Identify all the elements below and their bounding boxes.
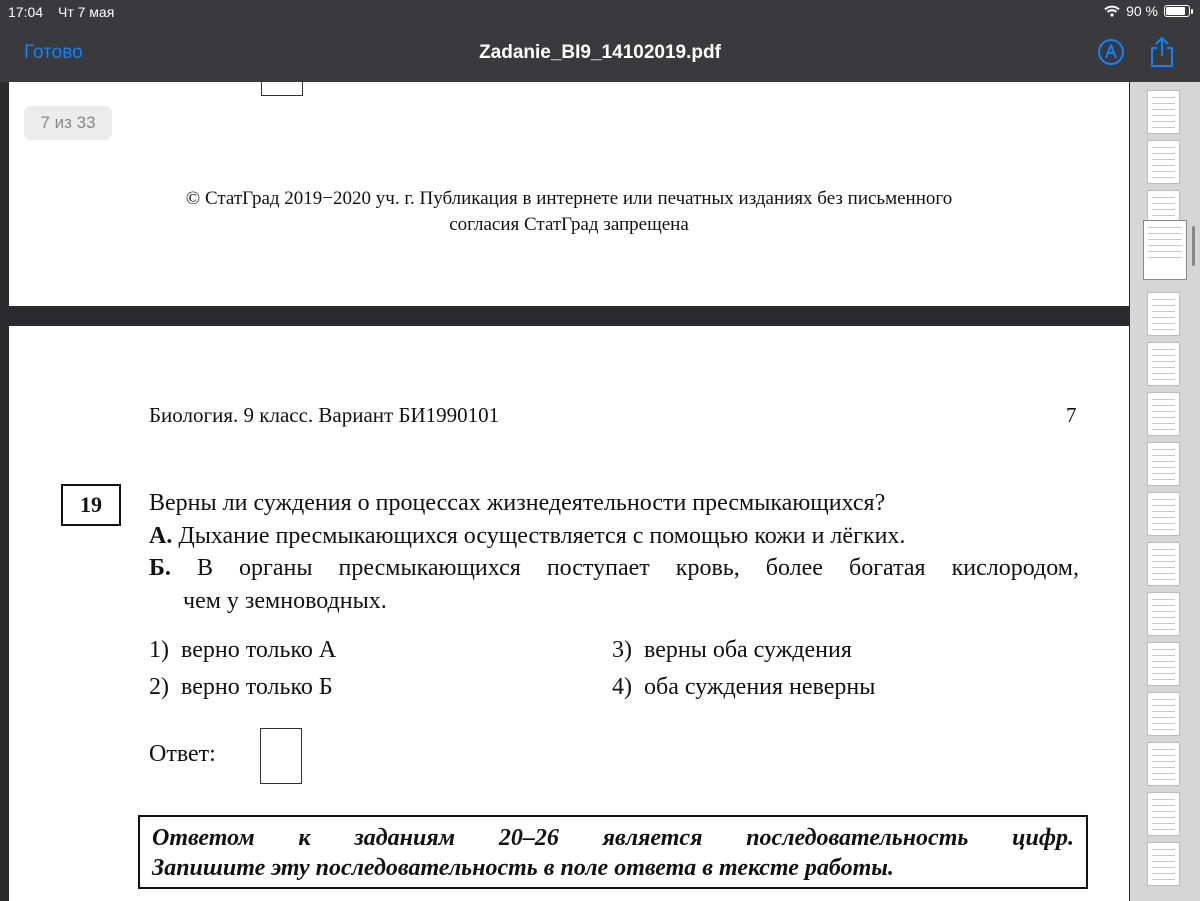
pdf-page-7 <box>9 326 1129 901</box>
toolbar <box>0 0 1200 82</box>
page-thumbnail[interactable] <box>1147 492 1180 536</box>
page-thumbnail[interactable] <box>1147 792 1180 836</box>
page-thumbnail[interactable] <box>1147 742 1180 786</box>
page-thumbnail[interactable] <box>1147 292 1180 336</box>
page-thumbnail[interactable] <box>1147 392 1180 436</box>
page-thumbnail[interactable] <box>1147 542 1180 586</box>
option-text: верны оба суждения <box>644 637 852 663</box>
option-4 <box>612 674 875 701</box>
battery-icon <box>1164 5 1190 17</box>
answer-label: Ответ: <box>149 741 216 767</box>
page-thumbnail[interactable] <box>1147 842 1180 886</box>
copyright-line: © СтатГрад 2019−2020 уч. г. Публикация в интернете или печатных изданиях без письменного <box>185 188 953 209</box>
page-thumbnail-strip[interactable] <box>1130 82 1200 901</box>
option-2 <box>149 674 333 701</box>
option-text: оба суждения неверны <box>644 674 876 700</box>
instruction-line: Ответом к заданиям 20–26 является последовательность цифр. <box>152 825 1074 851</box>
page-thumbnail[interactable] <box>1147 140 1180 184</box>
page-thumbnail[interactable] <box>1147 692 1180 736</box>
statement-label: Б. <box>149 555 171 581</box>
instruction-line: Запишите эту последовательность в поле ответа в тексте работы. <box>152 855 894 881</box>
statement-b <box>149 555 1079 582</box>
battery-percent: 90 % <box>1126 3 1158 19</box>
option-text: верно только А <box>181 637 337 663</box>
page-thumbnail[interactable] <box>1147 442 1180 486</box>
page-thumbnail[interactable] <box>1143 220 1187 280</box>
statement-b-continued: чем у земноводных. <box>183 588 387 614</box>
wifi-icon <box>1104 5 1120 17</box>
scroll-indicator[interactable] <box>1192 226 1195 266</box>
page-thumbnail[interactable] <box>1147 90 1180 134</box>
share-icon[interactable] <box>1148 36 1176 68</box>
statement-text: Дыхание пресмыкающихся осуществляется с помощью кожи и лёгких. <box>178 523 906 549</box>
page-thumbnail[interactable] <box>1147 592 1180 636</box>
instruction-box <box>138 815 1088 889</box>
option-number: 3) <box>612 637 632 663</box>
copyright-line: согласия СтатГрад запрещена <box>449 214 689 235</box>
page-thumbnail[interactable] <box>1147 642 1180 686</box>
option-number: 1) <box>149 637 169 663</box>
document-title: Zadanie_BI9_14102019.pdf <box>479 42 721 63</box>
option-number: 4) <box>612 674 632 700</box>
status-time: 17:04 <box>8 4 44 20</box>
answer-box <box>260 728 302 784</box>
done-button[interactable]: Готово <box>24 42 83 63</box>
page-indicator: 7 из 33 <box>24 106 112 140</box>
page-thumbnail[interactable] <box>1147 342 1180 386</box>
page-number: 7 <box>1066 403 1077 427</box>
statement-label: А. <box>149 523 173 549</box>
status-indicators <box>1104 3 1190 19</box>
question-text: Верны ли суждения о процессах жизнедеятельности пресмыкающихся? <box>149 490 886 516</box>
markup-icon[interactable] <box>1097 38 1125 66</box>
copyright-notice <box>9 186 1129 238</box>
option-text: верно только Б <box>181 674 333 700</box>
option-1 <box>149 637 336 664</box>
option-number: 2) <box>149 674 169 700</box>
status-date: Чт 7 мая <box>58 4 115 20</box>
page-header: Биология. 9 класс. Вариант БИ1990101 <box>149 403 500 427</box>
task-number: 19 <box>61 484 121 526</box>
option-3 <box>612 637 852 664</box>
pdf-page-6 <box>9 82 1129 306</box>
statement-a <box>149 523 905 550</box>
statement-text: В органы пресмыкающихся поступает кровь, более богатая кислородом, <box>196 555 1079 581</box>
answer-box <box>261 78 303 96</box>
